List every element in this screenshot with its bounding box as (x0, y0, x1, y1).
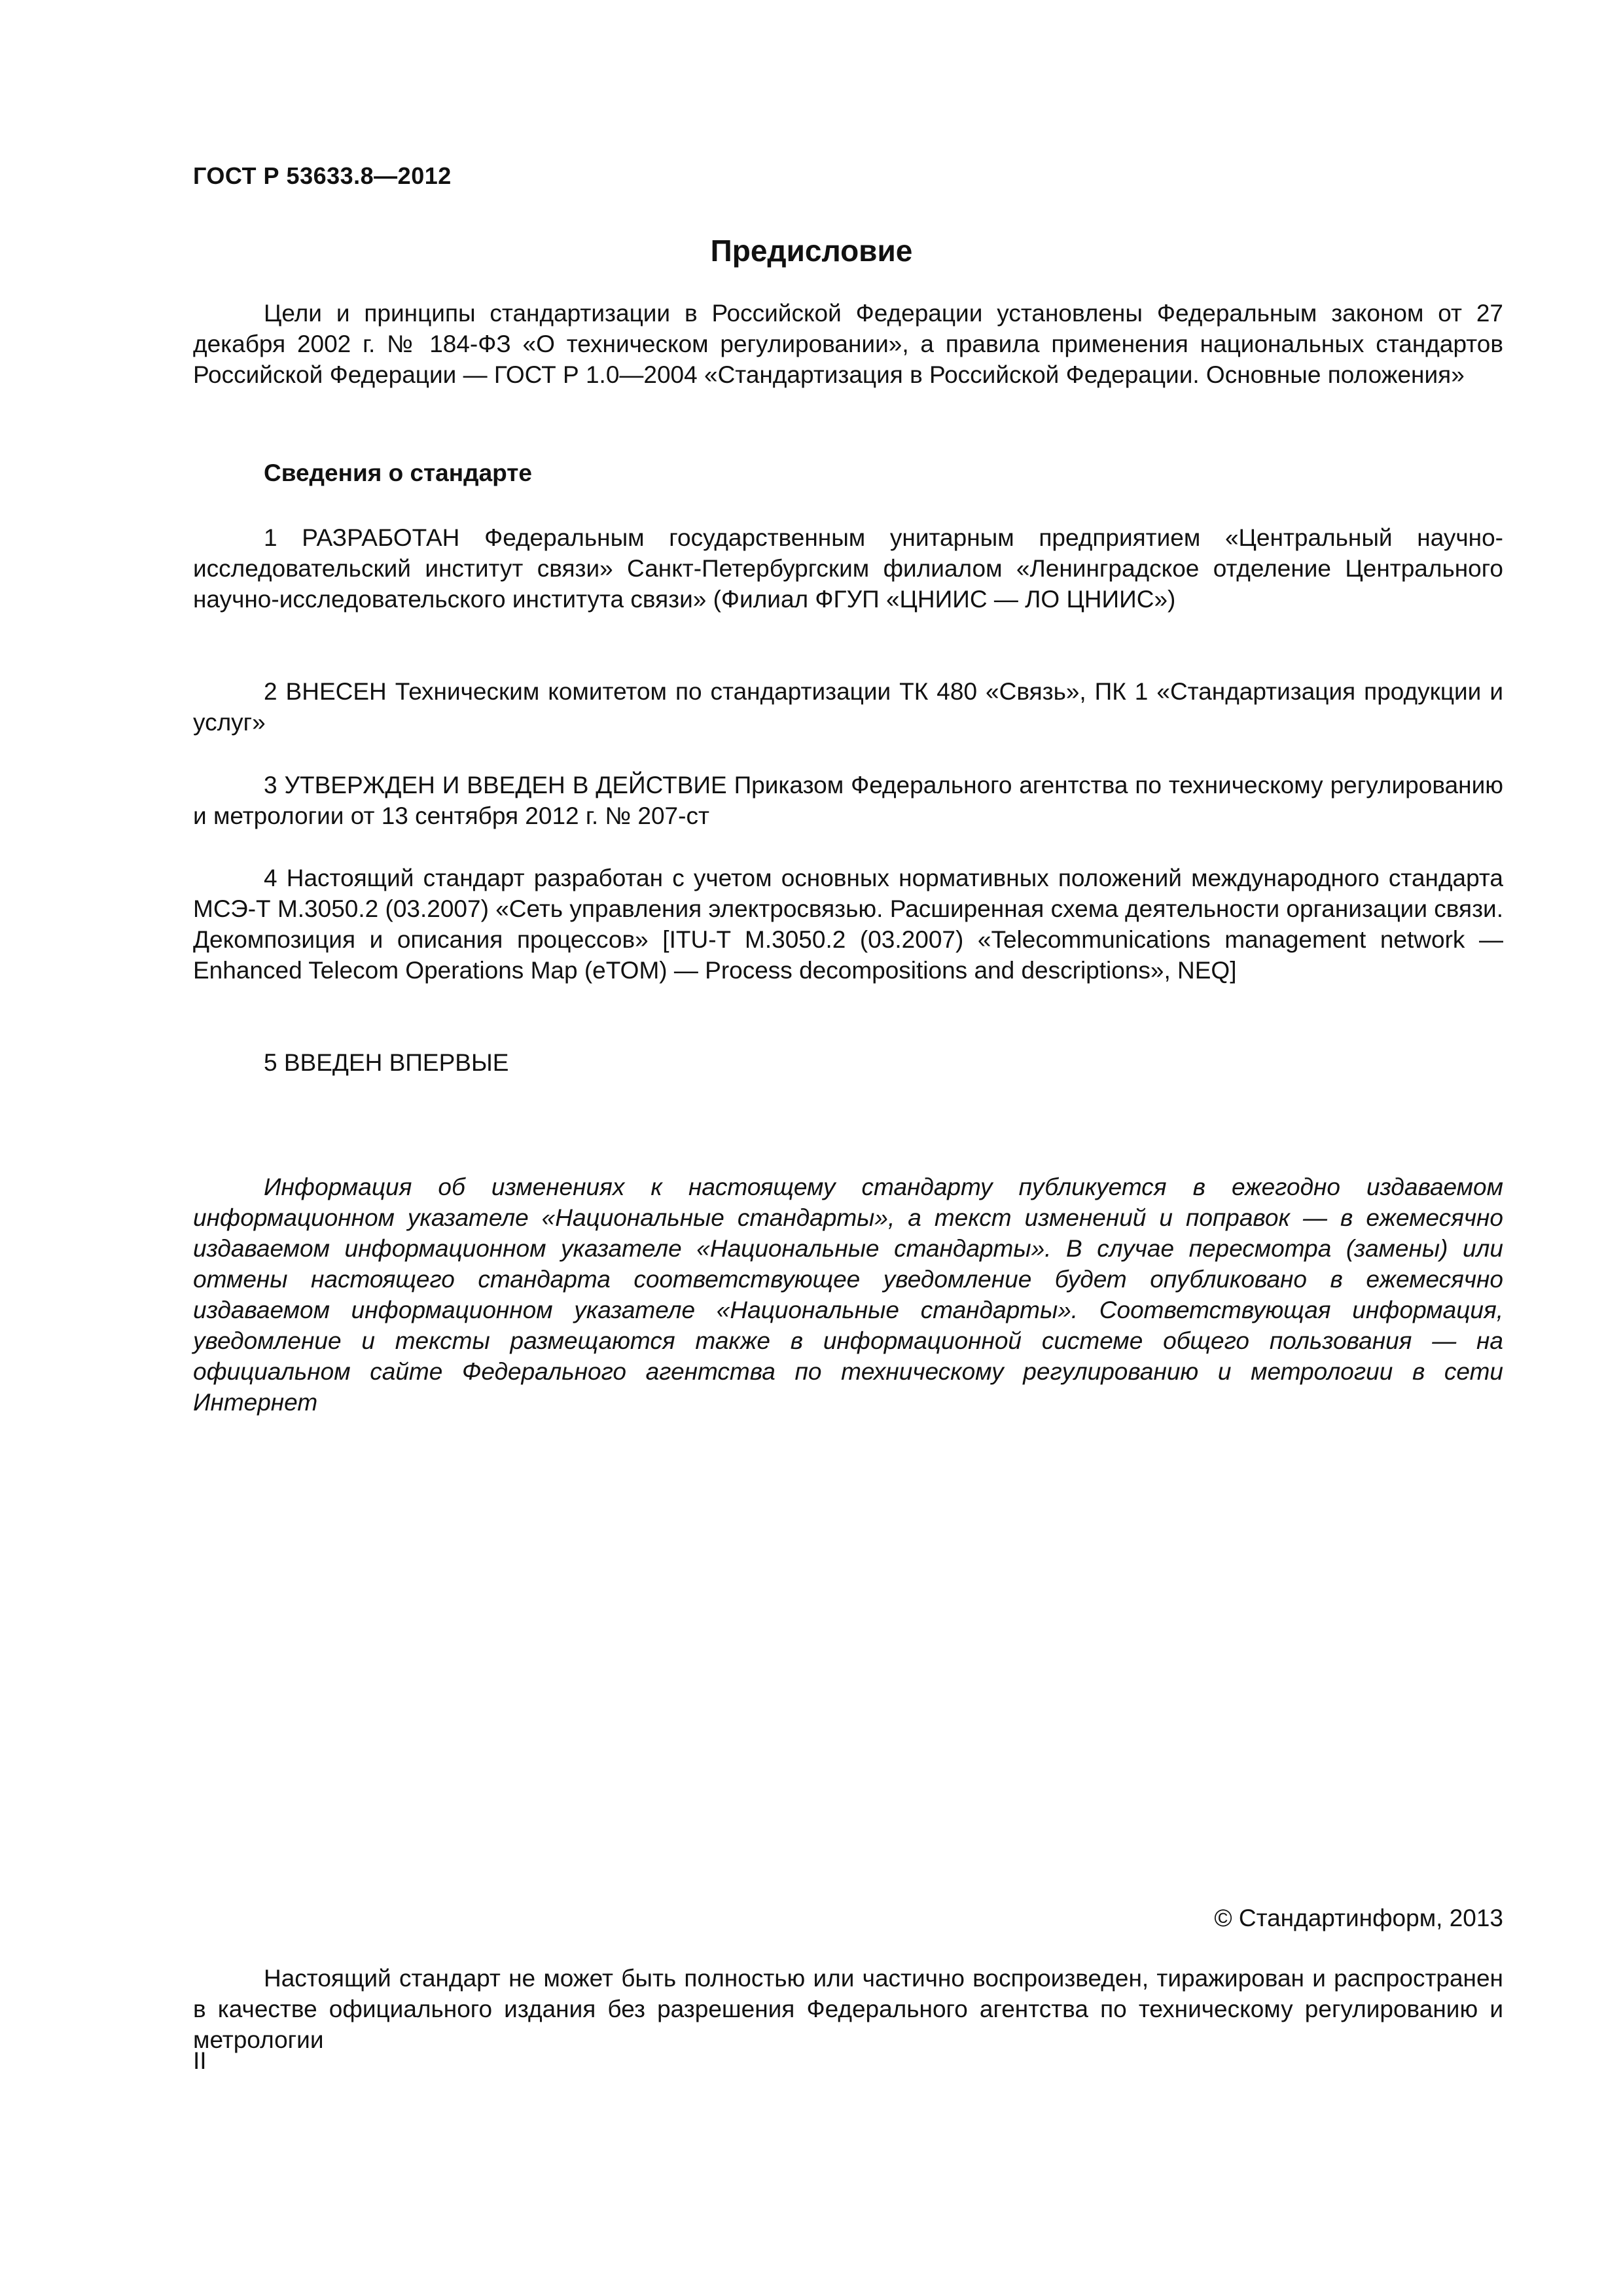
standard-info-heading: Сведения о стандарте (264, 459, 532, 486)
info-item-5: 5 ВВЕДЕН ВПЕРВЫЕ (264, 1049, 509, 1076)
info-item-4: 4 Настоящий стандарт разработан с учетом основных нормативных положений международного стандарта МСЭ-Т М.3050.2 (03.2007) «Сеть управления электросвязью. Расширенная схема деятельности организации связи. Декомпозиция и описания процессов» [ITU-T M.3050.2 (03.2007) «Telecommunications management network — Enhanced Telecom Operations Map (eTOM) — Process decompositions and descriptions», NEQ] (193, 865, 1503, 984)
copyright-line: © Стандартинформ, 2013 (1214, 1905, 1503, 1931)
info-item-2: 2 ВНЕСЕН Техническим комитетом по стандартизации ТК 480 «Связь», ПК 1 «Стандартизация продукции и услуг» (193, 678, 1503, 736)
page-number: II (193, 2047, 207, 2074)
standard-code: ГОСТ Р 53633.8—2012 (193, 162, 452, 189)
reproduction-notice: Настоящий стандарт не может быть полностью или частично воспроизведен, тиражирован и распространен в качестве официального издания без разрешения Федерального агентства по техническому регулированию и метрологии (193, 1965, 1503, 2053)
preface-title: Предисловие (710, 234, 913, 268)
info-item-3: 3 УТВЕРЖДЕН И ВВЕДЕН В ДЕЙСТВИЕ Приказом Федерального агентства по техническому регулированию и метрологии от 13 сентября 2012 г. № 207-ст (193, 772, 1503, 829)
info-item-1: 1 РАЗРАБОТАН Федеральным государственным унитарным предприятием «Центральный научно-исследовательский институт связи» Санкт-Петербургским филиалом «Ленинградское отделение Центрального научно-исследовательского института связи» (Филиал ФГУП «ЦНИИС — ЛО ЦНИИС») (193, 524, 1503, 613)
change-notice: Информация об изменениях к настоящему стандарту публикуется в ежегодно издаваемом информационном указателе «Национальные стандарты», а текст изменений и поправок — в ежемесячно издаваемом информационном указателе «Национальные стандарты». В случае пересмотра (замены) или отмены настоящего стандарта соответствующее уведомление будет опубликовано в ежемесячно издаваемом информационном указателе «Национальные стандарты». Соответствующая информация, уведомление и тексты размещаются также в информационной системе общего пользования — на официальном сайте Федерального агентства по техническому регулированию и метрологии в сети Интернет (193, 1174, 1503, 1416)
preface-intro: Цели и принципы стандартизации в Российской Федерации установлены Федеральным законом от 27 декабря 2002 г. № 184-ФЗ «О техническом регулировании», а правила применения национальных стандартов Российской Федерации — ГОСТ Р 1.0—2004 «Стандартизация в Российской Федерации. Основные положения» (193, 300, 1503, 388)
